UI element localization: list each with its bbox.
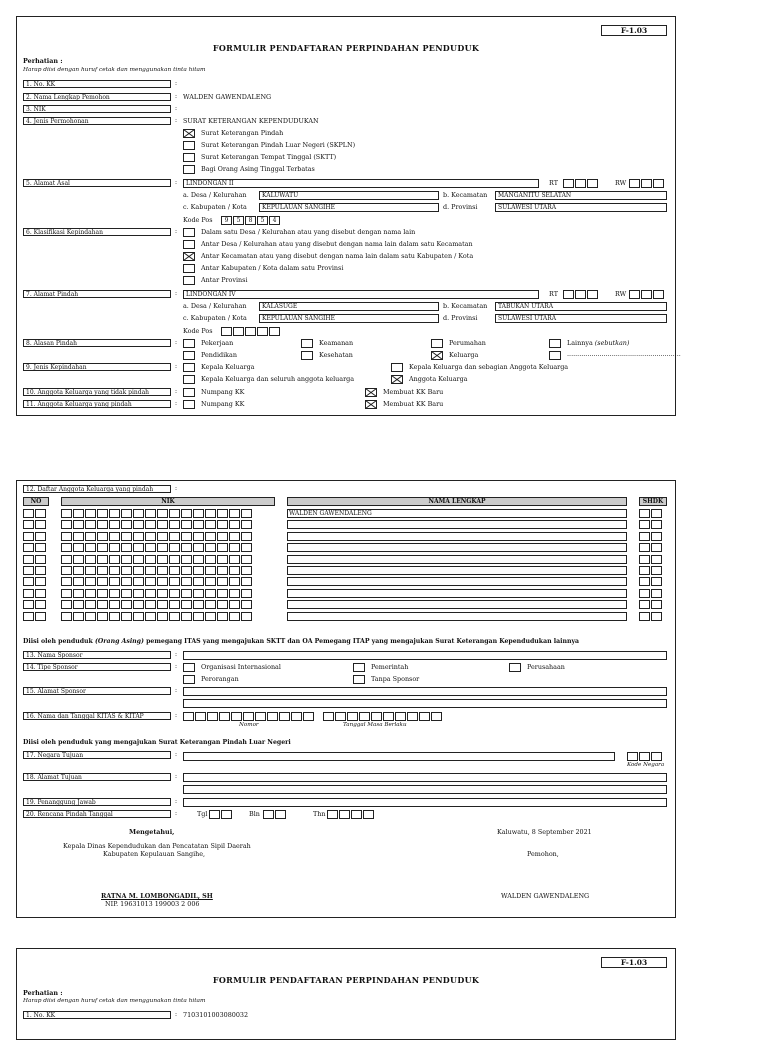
thn-cells[interactable] <box>327 810 375 819</box>
kode-negara-caption: Kode Negara <box>627 762 665 768</box>
mengetahui: Mengetahui, <box>129 828 175 836</box>
option-perusahaan: Perusahaan <box>527 663 565 671</box>
kab-field-2[interactable]: KEPULAUAN SANGIHE <box>259 314 439 323</box>
row-no-cells[interactable] <box>23 543 47 552</box>
option-lainnya: Lainnya (sebutkan) <box>567 339 630 347</box>
option-tanpa-sponsor: Tanpa Sponsor <box>371 675 420 683</box>
kab-label: c. Kabupaten / Kota <box>183 203 247 211</box>
row-nik-cells[interactable] <box>61 600 253 609</box>
rt-label-2: RT <box>549 290 558 298</box>
rt-cells-2[interactable] <box>563 290 599 299</box>
row-nama-field[interactable] <box>287 566 627 575</box>
row-nik-cells[interactable] <box>61 612 253 621</box>
checkbox-sktt[interactable] <box>183 153 195 162</box>
row-no-cells[interactable] <box>23 589 47 598</box>
checkbox-kk[interactable] <box>183 363 195 372</box>
row-nik-cells[interactable] <box>61 509 253 518</box>
row-shdk-cells[interactable] <box>639 520 663 529</box>
option-pemerintah: Pemerintah <box>371 663 409 671</box>
option-kk-sebagian: Kepala Keluarga dan sebagian Anggota Keluarga <box>409 363 569 371</box>
label-alamat-pindah: 7. Alamat Pindah <box>23 290 171 298</box>
form-code: F-1.03 <box>601 25 667 36</box>
col-nama: NAMA LENGKAP <box>287 497 627 506</box>
option-kk-seluruh: Kepala Keluarga dan seluruh anggota keluarga <box>201 375 355 383</box>
row-nik-cells[interactable] <box>61 589 253 598</box>
row-nama-field[interactable] <box>287 600 627 609</box>
attention-note: Harap diisi dengan huruf cetak dan menggunakan tinta hitam <box>23 67 206 73</box>
form-page-1: F-1.03 FORMULIR PENDAFTARAN PERPINDAHAN PENDUDUK Perhatian : Harap diisi dengan huruf cetak dan menggunakan tinta hitam 1. No. KK : 2. Nama Lengkap Pemohon : WALDEN GAWENDALENG 3. NIK : 4. Jenis Permohonan : SURAT KETERANGAN KEPENDUDUKAN Surat Keterangan Pindah Surat Keterangan Pindah Luar Negeri (SKPLN) Surat Keterangan Tempat Tinggal (SKTT) Bagi Orang Asing Tinggal Terbatas 5. Alamat Asal : LINDONGAN II RT RW a. Desa / Kelurahan KALUWATU b. Kecamatan MANGANITU SELATAN c. Kabupaten / Kota KEPULAUAN SANGIHE d. Provinsi SULAWESI UTARA Kode Pos 9 5 8 5 4 6. Klasifikasi Kepindahan : Dalam satu Desa / Kelurahan atau yang disebut dengan nama lain Antar Desa / Kelurahan atau yang disebut dengan nama lain dalam satu Kecamatan Antar Kecamatan atau yang disebut dengan nama lain dalam satu Kabupaten / Kota Antar Kabupaten / Kota dalam satu Provinsi Antar Provinsi 7. Alamat Pindah : LINDONGAN IV RT RW a. Desa / Kelurahan KALASUGE b. Kecamatan TABUKAN UTARA c. Kabupaten / Kota KEPULAUAN SANGIHE d. Provinsi SULAWESI UTARA Kode Pos 8. Alasan Pindah : Pekerjaan Keamanan Perumahan Lainnya (sebutkan) Pendidikan Kesehatan Keluarga ........................................................ 9. Jenis Kepindahan : Kepala Keluarga Kepala Keluarga dan sebagian Anggota Keluarga Kepala Keluarga dan seluruh anggota keluarga Anggota Keluarga 10. Anggota Keluarga yang tidak pindah : Numpang KK Membuat KK Baru 11. Anggota Keluarga yang pindah : Numpang KK Membuat KK Baru <box>16 16 676 416</box>
asing-note: Diisi oleh penduduk (Orang Asing) pemegang ITAS yang mengajukan SKTT dan OA Pemegang ITAP yang mengajukan Surat Keterangan Kependudukan lainnya <box>23 638 580 645</box>
checkbox-klas-2[interactable] <box>183 240 195 249</box>
checkbox-anggota-checked[interactable] <box>391 375 403 384</box>
row-no-cells[interactable] <box>23 509 47 518</box>
option-oa: Bagi Orang Asing Tinggal Terbatas <box>201 165 315 173</box>
row-nama-field[interactable]: WALDEN GAWENDALENG <box>287 509 627 518</box>
penanggung-field[interactable] <box>183 798 667 807</box>
row-shdk-cells[interactable] <box>639 532 663 541</box>
row-no-cells[interactable] <box>23 555 47 564</box>
rw-label-2: RW <box>615 290 627 298</box>
label-rencana: 20. Rencana Pindah Tanggal <box>23 810 171 818</box>
row-nik-cells[interactable] <box>61 555 253 564</box>
desa-label: a. Desa / Kelurahan <box>183 191 247 199</box>
row-nama-field[interactable] <box>287 612 627 621</box>
row-shdk-cells[interactable] <box>639 566 663 575</box>
option-perumahan: Perumahan <box>449 339 486 347</box>
checkbox-kesehatan[interactable] <box>301 351 313 360</box>
row-nama-field[interactable] <box>287 543 627 552</box>
nomor-caption: Nomor <box>239 722 259 728</box>
checkbox-numpang-2[interactable] <box>183 400 195 409</box>
label-kitas: 16. Nama dan Tanggal KITAS & KITAP <box>23 712 171 720</box>
option-pekerjaan: Pekerjaan <box>201 339 234 347</box>
rt-label: RT <box>549 179 558 187</box>
option-klas-1: Dalam satu Desa / Kelurahan atau yang disebut dengan nama lain <box>201 228 416 236</box>
option-pendidikan: Pendidikan <box>201 351 237 359</box>
prov-label: d. Provinsi <box>443 203 478 211</box>
negara-field[interactable] <box>183 752 615 761</box>
alamat-asal-field[interactable]: LINDONGAN II <box>183 179 539 188</box>
option-klas-4: Antar Kabupaten / Kota dalam satu Provinsi <box>201 264 344 272</box>
tgl-masa-caption: Tanggal Masa Berlaku <box>343 722 407 728</box>
rw-cells-2[interactable] <box>629 290 665 299</box>
desa-label-2: a. Desa / Kelurahan <box>183 302 247 310</box>
rw-cells[interactable] <box>629 179 665 188</box>
ln-note: Diisi oleh penduduk yang mengajukan Surat Keterangan Pindah Luar Negeri <box>23 739 291 746</box>
checkbox-numpang-1[interactable] <box>183 388 195 397</box>
desa-field[interactable]: KALUWATU <box>259 191 439 200</box>
checkbox-kk-seluruh[interactable] <box>183 375 195 384</box>
option-klas-5: Antar Provinsi <box>201 276 248 284</box>
checkbox-kk-sebagian[interactable] <box>391 363 403 372</box>
checkbox-kk-baru-1-checked[interactable] <box>365 388 377 397</box>
kec-label: b. Kecamatan <box>443 191 488 199</box>
checkbox-pekerjaan[interactable] <box>183 339 195 348</box>
tgl-label: Tgl <box>197 810 208 818</box>
label-ak-pindah: 11. Anggota Keluarga yang pindah <box>23 400 171 408</box>
option-numpang-2: Numpang KK <box>201 400 245 408</box>
checkbox-checked[interactable] <box>183 129 195 138</box>
sponsor-field[interactable] <box>183 651 667 660</box>
checkbox-lainnya[interactable] <box>549 339 561 348</box>
label-alamat-sponsor: 15. Alamat Sponsor <box>23 687 171 695</box>
option-kk-baru-2: Membuat KK Baru <box>383 400 444 408</box>
option-skpln: Surat Keterangan Pindah Luar Negeri (SKPLN) <box>201 141 356 149</box>
row-nik-cells[interactable] <box>61 543 253 552</box>
option-keluarga: Keluarga <box>449 351 479 359</box>
label-alamat-tujuan: 18. Alamat Tujuan <box>23 773 171 781</box>
label-tipe-sponsor: 14. Tipe Sponsor <box>23 663 171 671</box>
checkbox-keamanan[interactable] <box>301 339 313 348</box>
option-sktt: Surat Keterangan Tempat Tinggal (SKTT) <box>201 153 337 161</box>
option-kk: Kepala Keluarga <box>201 363 255 371</box>
row-nama-field[interactable] <box>287 532 627 541</box>
kodepos-label-2: Kode Pos <box>183 327 213 335</box>
label-alasan: 8. Alasan Pindah <box>23 339 171 347</box>
label-negara: 17. Negara Tujuan <box>23 751 171 759</box>
kab-field[interactable]: KEPULAUAN SANGIHE <box>259 203 439 212</box>
attention-label: Perhatian : <box>23 57 63 65</box>
row-no-cells[interactable] <box>23 566 47 575</box>
prov-label-2: d. Provinsi <box>443 314 478 322</box>
checkbox-perusahaan[interactable] <box>509 663 521 672</box>
kec-field-2[interactable]: TABUKAN UTARA <box>495 302 667 311</box>
col-no: NO <box>23 497 49 506</box>
bln-label: Bln <box>249 810 260 818</box>
kitas-tanggal-cells[interactable] <box>323 712 443 721</box>
checkbox-kk-baru-2-checked[interactable] <box>365 400 377 409</box>
checkbox-tanpa-sponsor[interactable] <box>353 675 365 684</box>
label-alamat-asal: 5. Alamat Asal <box>23 179 171 187</box>
kitas-nomor-cells[interactable] <box>183 712 315 721</box>
option-keamanan: Keamanan <box>319 339 354 347</box>
alamat-tujuan-field-2[interactable] <box>183 785 667 794</box>
row-shdk-cells[interactable] <box>639 555 663 564</box>
form-page-3: F-1.03 FORMULIR PENDAFTARAN PERPINDAHAN PENDUDUK Perhatian : Harap diisi dengan huruf cetak dan menggunakan tinta hitam 1. No. KK : 7103101003080032 <box>16 948 676 1040</box>
row-nik-cells[interactable] <box>61 532 253 541</box>
kab-label-2: c. Kabupaten / Kota <box>183 314 247 322</box>
form-page-2: 12. Daftar Anggota Keluarga yang pindah : NO NIK NAMA LENGKAP SHDK WALDEN GAWENDALENG Diisi oleh penduduk (Orang Asing) pemegang ITAS yang mengajukan SKTT dan OA Pemegang ITAP yang mengajukan Surat Keterangan Kependudukan lainnya 13. Nama Sponsor : 14. Tipe Sponsor : Organisasi Internasional Pemerintah Perusahaan Perorangan Tanpa Sponsor 15. Alamat Sponsor : 16. Nama dan Tanggal KITAS & KITAP : Nomor Tanggal Masa Berlaku Diisi oleh penduduk yang mengajukan Surat Keterangan Pindah Luar Negeri 17. Negara Tujuan : Kode Negara 18. Alamat Tujuan : 19. Penanggung Jawab : 20. Rencana Pindah Tanggal : Tgl Bln Thn Mengetahui, Kaluwatu, 8 September 2021 Kepala Dinas Kependudukan dan Pencatatan Sipil Daerah Kabupaten Kepulauan Sangihe, Pemohon, RATNA M. LOMBONGADIL, SH NIP. 19631013 199003 2 006 WALDEN GAWENDALENG <box>16 480 676 918</box>
kadis-line-2: Kabupaten Kepulauan Sangihe, <box>103 850 206 858</box>
label-nik: 3. NIK <box>23 105 171 113</box>
col-shdk: SHDK <box>639 497 667 506</box>
kodepos-cells-2[interactable] <box>221 327 281 336</box>
checkbox-klas-1[interactable] <box>183 228 195 237</box>
attention-note-p3: Harap diisi dengan huruf cetak dan menggunakan tinta hitam <box>23 998 206 1004</box>
checkbox-lainnya-2[interactable] <box>549 351 561 360</box>
option-kesehatan: Kesehatan <box>319 351 353 359</box>
label-nama: 2. Nama Lengkap Pemohon <box>23 93 171 101</box>
option-klas-3: Antar Kecamatan atau yang disebut dengan nama lain dalam satu Kabupaten / Kota <box>201 252 474 260</box>
kadis-line-1: Kepala Dinas Kependudukan dan Pencatatan Sipil Daerah <box>63 842 251 850</box>
value-no-kk-p3: 7103101003080032 <box>183 1011 249 1019</box>
row-no-cells[interactable] <box>23 577 47 586</box>
form-title-p3: FORMULIR PENDAFTARAN PERPINDAHAN PENDUDUK <box>212 975 480 985</box>
value-jenis-permohonan: SURAT KETERANGAN KEPENDUDUKAN <box>183 117 319 125</box>
option-kk-baru-1: Membuat KK Baru <box>383 388 444 396</box>
label-daftar-anggota: 12. Daftar Anggota Keluarga yang pindah <box>23 485 171 493</box>
alamat-tujuan-field[interactable] <box>183 773 667 782</box>
label-penanggung: 19. Penanggung Jawab <box>23 798 171 806</box>
label-sponsor: 13. Nama Sponsor <box>23 651 171 659</box>
place-date: Kaluwatu, 8 September 2021 <box>497 828 592 836</box>
label-klasifikasi: 6. Klasifikasi Kepindahan <box>23 228 171 236</box>
rt-cells[interactable] <box>563 179 599 188</box>
option-anggota: Anggota Keluarga <box>409 375 468 383</box>
row-shdk-cells[interactable] <box>639 543 663 552</box>
row-no-cells[interactable] <box>23 520 47 529</box>
kodepos-cells[interactable]: 9 5 8 5 4 <box>221 216 281 225</box>
checkbox-perumahan[interactable] <box>431 339 443 348</box>
attention-label-p3: Perhatian : <box>23 989 63 997</box>
label-no-kk-p3: 1. No. KK <box>23 1011 171 1019</box>
row-nama-field[interactable] <box>287 555 627 564</box>
col-nik: NIK <box>61 497 275 506</box>
kec-label-2: b. Kecamatan <box>443 302 488 310</box>
pemohon-label: Pemohon, <box>527 850 559 858</box>
checkbox-klas-4[interactable] <box>183 264 195 273</box>
alamat-pindah-field[interactable]: LINDONGAN IV <box>183 290 539 299</box>
checkbox-keluarga-checked[interactable] <box>431 351 443 360</box>
row-shdk-cells[interactable] <box>639 589 663 598</box>
option-skp: Surat Keterangan Pindah <box>201 129 284 137</box>
row-nama-field[interactable] <box>287 520 627 529</box>
tgl-cells[interactable] <box>209 810 233 819</box>
label-no-kk: 1. No. KK <box>23 80 171 88</box>
checkbox-klas-5[interactable] <box>183 276 195 285</box>
value-nama: WALDEN GAWENDALENG <box>183 93 272 101</box>
official-name: RATNA M. LOMBONGADIL, SH <box>101 892 213 900</box>
row-nik-cells[interactable] <box>61 566 253 575</box>
kode-negara-cells[interactable] <box>627 752 663 761</box>
row-shdk-cells[interactable] <box>639 600 663 609</box>
prov-field-2[interactable]: SULAWESI UTARA <box>495 314 667 323</box>
kodepos-label: Kode Pos <box>183 216 213 224</box>
alamat-sponsor-field-2[interactable] <box>183 699 667 708</box>
form-title: FORMULIR PENDAFTARAN PERPINDAHAN PENDUDUK <box>212 43 480 53</box>
rw-label: RW <box>615 179 627 187</box>
checkbox-pemerintah[interactable] <box>353 663 365 672</box>
row-nama-field[interactable] <box>287 577 627 586</box>
label-jenis-kepindahan: 9. Jenis Kepindahan <box>23 363 171 371</box>
row-shdk-cells[interactable] <box>639 577 663 586</box>
form-code-p3: F-1.03 <box>601 957 667 968</box>
option-perorangan: Perorangan <box>201 675 239 683</box>
thn-label: Thn <box>313 810 326 818</box>
row-no-cells[interactable] <box>23 612 47 621</box>
option-klas-2: Antar Desa / Kelurahan atau yang disebut dengan nama lain dalam satu Kecamatan <box>201 240 473 248</box>
row-nik-cells[interactable] <box>61 577 253 586</box>
checkbox-skpln[interactable] <box>183 141 195 150</box>
checkbox-pendidikan[interactable] <box>183 351 195 360</box>
alamat-sponsor-field[interactable] <box>183 687 667 696</box>
option-numpang-1: Numpang KK <box>201 388 245 396</box>
label-jenis-permohonan: 4. Jenis Permohonan <box>23 117 171 125</box>
lainnya-dots: ........................................................ <box>567 350 681 358</box>
checkbox-klas-3-checked[interactable] <box>183 252 195 261</box>
desa-field-2[interactable]: KALASUGE <box>259 302 439 311</box>
prov-field[interactable]: SULAWESI UTARA <box>495 203 667 212</box>
checkbox-oa[interactable] <box>183 165 195 174</box>
row-no-cells[interactable] <box>23 532 47 541</box>
row-no-cells[interactable] <box>23 600 47 609</box>
row-shdk-cells[interactable] <box>639 612 663 621</box>
checkbox-org-int[interactable] <box>183 663 195 672</box>
official-nip: NIP. 19631013 199003 2 006 <box>105 900 200 908</box>
row-nama-field[interactable] <box>287 589 627 598</box>
bln-cells[interactable] <box>263 810 287 819</box>
option-org-int: Organisasi Internasional <box>201 663 281 671</box>
row-nik-cells[interactable] <box>61 520 253 529</box>
row-shdk-cells[interactable] <box>639 509 663 518</box>
checkbox-perorangan[interactable] <box>183 675 195 684</box>
label-ak-tidak-pindah: 10. Anggota Keluarga yang tidak pindah <box>23 388 171 396</box>
kec-field[interactable]: MANGANITU SELATAN <box>495 191 667 200</box>
applicant-name: WALDEN GAWENDALENG <box>501 892 590 900</box>
